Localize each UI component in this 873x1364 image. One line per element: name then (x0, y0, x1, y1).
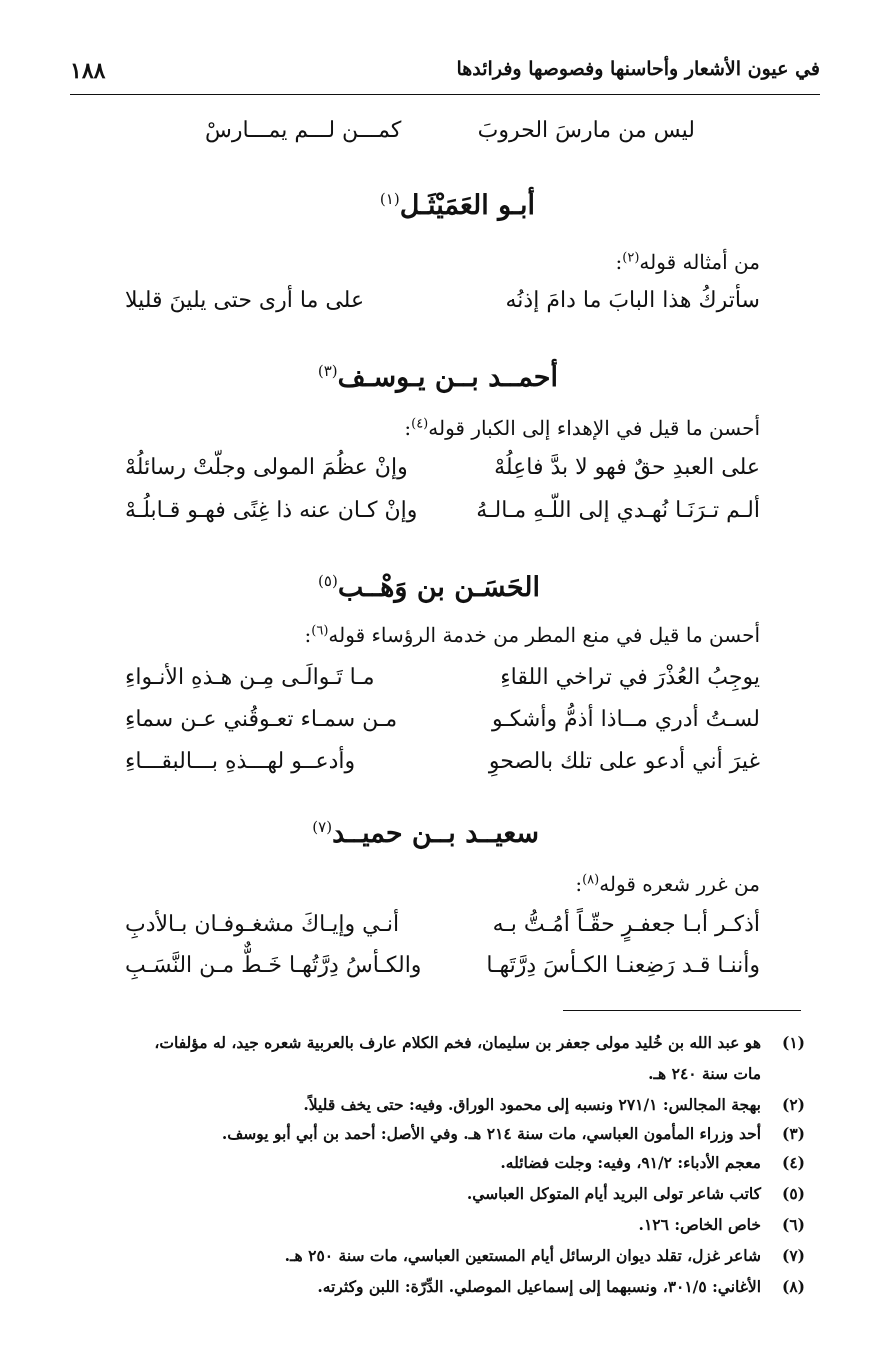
footnote-ref: (٧) (312, 818, 333, 836)
hemistich-second: وإنْ عظُمَ المولى وجلّتْ رسائلُهْ (125, 455, 408, 480)
hemistich-second: وأدعــو لهـــذهِ بـــالبقـــاءِ (125, 749, 356, 774)
footnote-ref: (٦) (311, 623, 329, 639)
hemistich-second: وإنْ كـان عنه ذا غِنًى فهـو قـابلُـهْ (125, 498, 418, 523)
page-header (70, 58, 820, 94)
footnote-number: (٧) (781, 1246, 805, 1265)
hemistich-first: ألـم تـرَنَـا نُهـدي إلى اللّـهِ مـالـهُ (476, 498, 760, 523)
verse (125, 912, 760, 946)
footnote-number: (٦) (781, 1215, 805, 1234)
footnote-number: (٤) (781, 1153, 805, 1172)
footnote-number: (٢) (781, 1095, 805, 1114)
hemistich-second: على ما أرى حتى يلينَ قليلا (125, 288, 365, 313)
hemistich-first: أذكـر أبـا جعفـرٍ حقّـاً أمُـتُّ بـه (492, 912, 760, 937)
footnote-number: (١) (781, 1033, 805, 1052)
footnote-text: بهجة المجالس: ٢٧١/١ ونسبه إلى محمود الوراق. وفيه: حتى يخف قليلاً. (303, 1095, 761, 1114)
poet-heading: أحمــد بــن يـوسـف$^{(٣)}$ (317, 362, 558, 393)
poet-heading: الحَسَـن بن وَهْــب$^{(٥)}$ (318, 572, 540, 603)
hemistich-first: سأتركُ هذا البابَ ما دامَ إذنُه (505, 288, 760, 313)
verse (125, 498, 760, 532)
footnote-text: أحد وزراء المأمون العباسي، مات سنة ٢١٤ هـ. وفي الأصل: أحمد بن أبي أبو يوسف. (221, 1124, 761, 1143)
footnote-ref: (٨) (582, 872, 600, 888)
hemistich-second: مـن سمـاء تعـوقُني عـن سماءِ (125, 707, 398, 732)
header-rule (70, 94, 820, 95)
poet-heading: سعيــد بــن حميــد$^{(٧)}$ (312, 818, 539, 849)
verse (125, 455, 760, 489)
hemistich-first: وأننـا قـد رَضِعنـا الكـأسَ دِرَّتَهـا (486, 953, 760, 978)
hemistich-second: أنـي وإيـاكَ مشغـوفـان بـالأدبِ (125, 912, 400, 937)
footnote-number: (٥) (781, 1184, 805, 1203)
footnote-ref: (٤) (411, 416, 429, 432)
page-number: ١٨٨ (70, 58, 106, 84)
footnote-text: خاص الخاص: ١٢٦. (638, 1215, 761, 1234)
section-intro: أحسن ما قيل في منع المطر من خدمة الرؤساء قوله$^{(٦)}$: (304, 623, 760, 647)
footnote-ref: (٥) (318, 572, 338, 590)
footnote-text: الأغاني: ٣٠١/٥، ونسبهما إلى إسماعيل الموصلي. الدِّرّة: اللبن وكثرته. (317, 1277, 761, 1296)
hemistich-second: مـا تَـوالَـى مِـن هـذهِ الأنـواءِ (125, 665, 375, 690)
hemistich-second: كمـــن لـــم يمـــارسْ (205, 118, 402, 143)
footnote-text: شاعر غزل، تقلد ديوان الرسائل أيام المستعين العباسي، مات سنة ٢٥٠ هـ. (284, 1246, 761, 1265)
footnote-number: (٣) (781, 1124, 805, 1143)
verse-top (205, 118, 695, 152)
footnote-text: كاتب شاعر تولى البريد أيام المتوكل العباسي. (466, 1184, 761, 1203)
poet-heading: أبـو العَمَيْثَـل$^{(١)}$ (379, 190, 535, 221)
footnote-rule (563, 1010, 801, 1011)
verse (125, 288, 760, 322)
hemistich-first: يوجِبُ العُذْرَ في تراخي اللقاءِ (500, 665, 760, 690)
hemistich-first: على العبدِ حقٌ فهو لا بدَّ فاعِلُهْ (494, 455, 760, 480)
section-intro: من أمثاله قوله$^{(٢)}$: (615, 250, 760, 274)
section-intro: أحسن ما قيل في الإهداء إلى الكبار قوله$^{(٤)}$: (404, 416, 760, 440)
footnote-ref: (٢) (622, 250, 640, 266)
footnote-continuation: مات سنة ٢٤٠ هـ. (648, 1064, 761, 1083)
hemistich-first: ليس من مارسَ الحروبَ (477, 118, 695, 143)
verse (125, 665, 760, 699)
hemistich-first: غيرَ أني أدعو على تلك بالصحوِ (488, 749, 760, 774)
footnote-number: (٨) (781, 1277, 805, 1296)
section-intro: من غرر شعره قوله$^{(٨)}$: (575, 872, 760, 896)
hemistich-first: لسـتُ أدري مــاذا أذمُّ وأشكـو (491, 707, 760, 732)
footnote-ref: (٣) (317, 362, 338, 380)
footnote-text: هو عبد الله بن خُليد مولى جعفر بن سليمان، فخم الكلام عارف بالعربية شعره جيد، له مؤلفات، (154, 1033, 761, 1052)
verse (125, 749, 760, 783)
hemistich-second: والكـأسُ دِرَّتُهـا خَـطٌّ مـن النَّسَـبِ (125, 953, 422, 978)
verse (125, 707, 760, 741)
verse (125, 953, 760, 987)
footnote-ref: (١) (379, 190, 400, 208)
footnote-text: معجم الأدباء: ٩١/٢، وفيه: وجلت فضائله. (500, 1153, 761, 1172)
running-title: في عيون الأشعار وأحاسنها وفصوصها وفرائدها (456, 58, 820, 80)
